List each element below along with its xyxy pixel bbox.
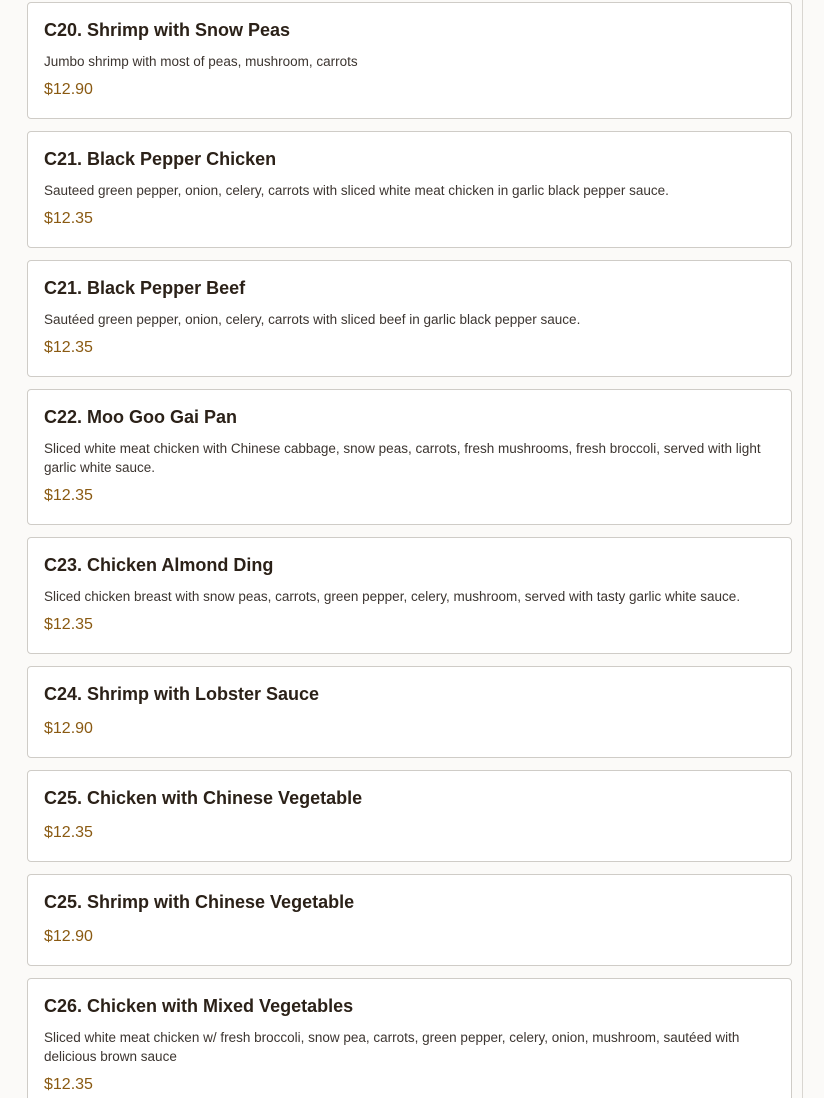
menu-item-list: [27, 2, 792, 1098]
menu-item-name: C23. Chicken Almond Ding: [44, 555, 274, 575]
menu-item-name: C21. Black Pepper Beef: [44, 278, 246, 298]
menu-item-name: C24. Shrimp with Lobster Sauce: [44, 684, 320, 704]
menu-item-price: $12.90: [44, 928, 93, 945]
menu-item-description: Sautéed green pepper, onion, celery, carrots with sliced beef in garlic black pepper sauce.: [44, 312, 581, 327]
menu-item-price: $12.90: [44, 81, 93, 98]
menu-item-name: C22. Moo Goo Gai Pan: [44, 407, 238, 427]
menu-item-price: $12.90: [44, 720, 93, 737]
menu-item-price: $12.35: [44, 824, 93, 841]
menu-item-description: Sliced chicken breast with snow peas, carrots, green pepper, celery, mushroom, served with tasty garlic white sauce.: [44, 589, 741, 604]
menu-item-description: Sliced white meat chicken w/ fresh broccoli, snow pea, carrots, green pepper, celery, onion, mushroom, sautéed with delicious brown sauce: [44, 1030, 740, 1064]
menu-item-price: $12.35: [44, 487, 93, 504]
menu-item-price: $12.35: [44, 1076, 93, 1093]
menu-item-description: Jumbo shrimp with most of peas, mushroom, carrots: [44, 54, 358, 69]
menu-item-name: C21. Black Pepper Chicken: [44, 149, 277, 169]
menu-item-price: $12.35: [44, 616, 93, 633]
scroll-edge-divider: [802, 0, 803, 1098]
menu-item-name: C26. Chicken with Mixed Vegetables: [44, 996, 354, 1016]
menu-item-price: $12.35: [44, 210, 93, 227]
menu-item-card[interactable]: [27, 874, 792, 966]
menu-item-description: Sauteed green pepper, onion, celery, carrots with sliced white meat chicken in garlic black pepper sauce.: [44, 183, 669, 198]
menu-item-card[interactable]: [27, 260, 792, 377]
menu-item-description: Sliced white meat chicken with Chinese cabbage, snow peas, carrots, fresh mushrooms, fresh broccoli, served with light garlic white sauce.: [44, 441, 761, 475]
menu-item-card[interactable]: [27, 389, 792, 525]
menu-item-card[interactable]: [27, 537, 792, 654]
menu-item-card[interactable]: [27, 978, 792, 1098]
menu-item-name: C25. Chicken with Chinese Vegetable: [44, 788, 363, 808]
menu-item-name: C25. Shrimp with Chinese Vegetable: [44, 892, 355, 912]
menu-item-price: $12.35: [44, 339, 93, 356]
menu-item-card[interactable]: [27, 666, 792, 758]
menu-item-card[interactable]: [27, 131, 792, 248]
menu-item-card[interactable]: [27, 770, 792, 862]
menu-item-card[interactable]: [27, 2, 792, 119]
menu-item-name: C20. Shrimp with Snow Peas: [44, 20, 291, 40]
